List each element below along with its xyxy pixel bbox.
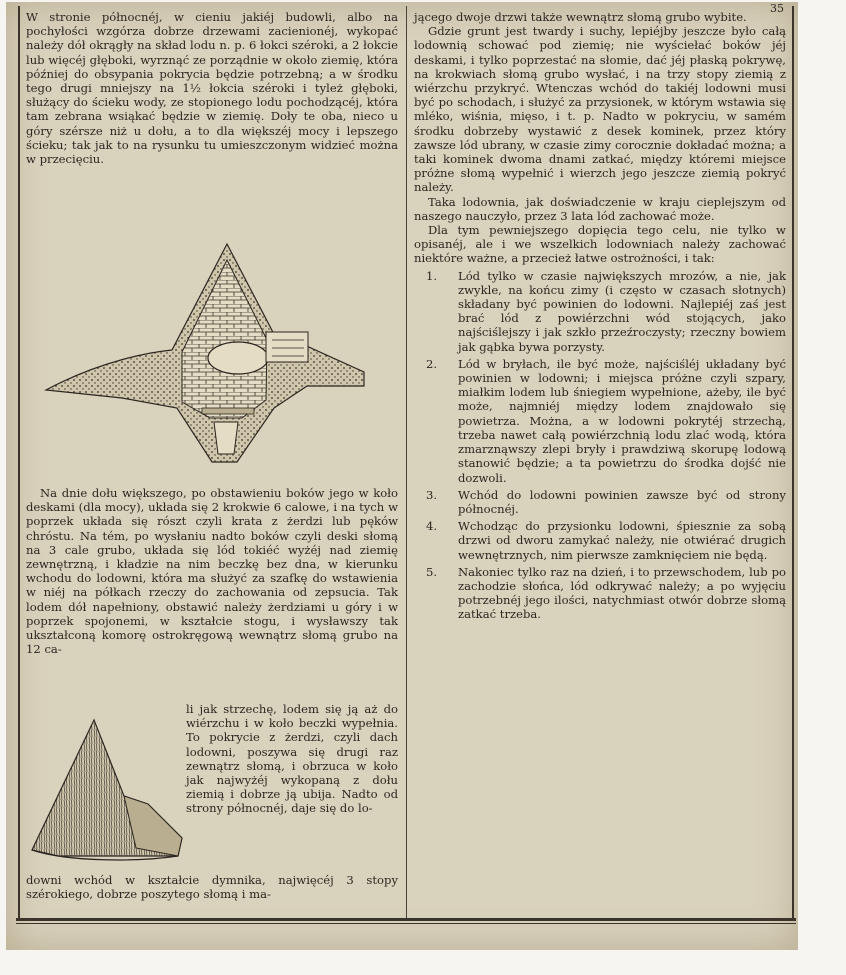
list-item: 1. Lód tylko w czasie największych mrozów, a nie, jak zwykle, na końcu zimy (i często w czasach słotnych) składany być powinien do lodowni. Najlepiéj zaś jest brać lód z powiérzchni wód stojących, jako najściślejszy i jak szkło przeźroczysty; rzeczny bowiem jak gąbka bywa porzysty. [426, 268, 786, 354]
wrapped-text-beside-figure: li jak strzechę, lodem się ją aż do wiérzchu i w koło beczki wypełnia. To pokrycie z żerdzi, czyli dach lodowni, poszywa się drugi raz zewnątrz słomą, i obrzuca w koło jak najwyżéj wykopaną z dołu ziemią i dobrze ją ubija. Nadto od strony północnéj, daje się do lo- [186, 702, 398, 816]
paragraph: Gdzie grunt jest twardy i suchy, lepiéjby jeszcze było całą lodownią schować pod ziemię; nie wyściełać boków jéj deskami, i tylko poprzestać na słomie, dać jéj płaską pokrywę, na krokwiach słomą grubo wysłać, i na trzy stopy ziemią z wiérzchu przykryć. Wtenczas wchód do takiéj lodowni musi być po schodach, i służyć za przysionek, w którym wstawia się mléko, wiśnia, mięso, i t. p. Nadto w pokryciu, w samém środku dobrzeby wystawić z desek kominek, przez który zawsze lód ubrany, w czasie zimy corocznie dokładać można; a taki kominek dwoma dnami zatkać, między któremi miejsce próżne słomą wypełnić i wierzch jego jeszcze ziemią pokryć należy. [414, 24, 786, 195]
list-item: 3. Wchód do lodowni powinien zawsze być od strony północnéj. [426, 487, 786, 516]
page-number: 35 [770, 2, 784, 15]
ice-house-cross-section-figure [42, 240, 372, 470]
column-divider [406, 6, 407, 918]
paragraph: Dla tym pewniejszego dopięcia tego celu, nie tylko w opisanéj, ale i we wszelkich lodowniach należy zachować niektóre ważne, a przecież łatwe ostrożności, i tak: [414, 223, 786, 266]
left-column-bottom-text: downi wchód w kształcie dymnika, najwięcéj 3 stopy szérokiego, dobrze poszytego słomą i ma- [26, 873, 398, 902]
left-column-middle-text [26, 486, 398, 656]
list-item: 5. Nakoniec tylko raz na dzień, i to przewschodem, lub po zachodzie słońca, lód odkrywać należy; a po wyjęciu potrzebnéj jego ilości, natychmiast otwór dobrze słomą zatkać trzeba. [426, 564, 786, 622]
bottom-border-rule [16, 918, 796, 921]
left-column-top-text [26, 10, 398, 166]
right-column-text [414, 10, 786, 622]
ice-house-exterior-figure [28, 716, 184, 868]
rules-list [414, 269, 786, 622]
newspaper-page [6, 2, 798, 950]
left-border-rule [18, 6, 20, 920]
right-border-rule [792, 6, 794, 920]
bottom-border-rule-thin [16, 923, 796, 924]
list-item: 4. Wchodząc do przysionku lodowni, śpiesznie za sobą drzwi od dworu zamykać należy, nie otwiérać drugich wewnętrznych, nim pierwsze zamknięciem nie będą. [426, 519, 786, 562]
paragraph: W stronie północnéj, w cieniu jakiéj budowli, albo na pochyłości wzgórza dobrze drzewami zacienionéj, wykopać należy dół okrągły na skład lodu n. p. 6 łokci széroki, a 2 łokcie lub więcéj głęboki, wyrznąć ze porządnie w około ziemię, która później do obsypania pokrycia będzie potrzebną; a w środku tego drugi mniejszy na 1½ łokcia széroki i tyleż głęboki, służący do ścieku wody, ze stopionego lodu pochodzącéj, która tam zebrana wsiąkać będzie w ziemię. Doły te oba, nieco u góry szérsze niż u dołu, a to dla większéj mocy i lepszego ścieku; tak jak to na rysunku tu umieszczonym widzieć można w przecięciu. [26, 10, 398, 167]
list-item: 2. Lód w bryłach, ile być może, najściśléj układany być powinien w lodowni; i miejsca próżne czyli szpary, miałkim lodem lub śniegiem wypełnione, ażeby, ile być może, najmniéj między lodem znajdowało się powietrza. Można, a w lodowni pokrytéj strzechą, trzeba nawet całą powiérzchnią lodu zlać wodą, która zmarznąwszy zlepi bryły i prawdziwą skorupę lodową stanowić będzie; a ta powietrzu do środka dojść nie dozwoli. [426, 356, 786, 485]
paragraph: jącego dwoje drzwi także wewnątrz słomą grubo wybite. [414, 10, 747, 24]
paragraph: Na dnie dołu większego, po obstawieniu boków jego w koło deskami (dla mocy), układa się 2 krokwie 6 calowe, i na tych w poprzek układa się rószt czyli krata z żerdzi lub pęków chróstu. Na tém, po wysłaniu nadto boków czyli deski słomą na 3 cale grubo, układa się lód tokiéć wyżéj nad ziemię zewnętrzną, i kładzie na nim beczkę bez dna, w kierunku wchodu do lodowni, która ma służyć za szafkę do wstawienia w niéj na półkach rzeczy do zachowania od zepsucia. Tak lodem dół napełniony, obstawić należy żerdziami u góry i w poprzek spojonemi, w kształcie stogu, i wysławszy tak ukształconą komorę ostrokręgową wewnątrz słomą grubo na 12 ca- [26, 486, 398, 657]
paragraph: Taka lodownia, jak doświadczenie w kraju cieplejszym od naszego nauczyło, przez 3 lata lód zachować może. [414, 194, 786, 223]
